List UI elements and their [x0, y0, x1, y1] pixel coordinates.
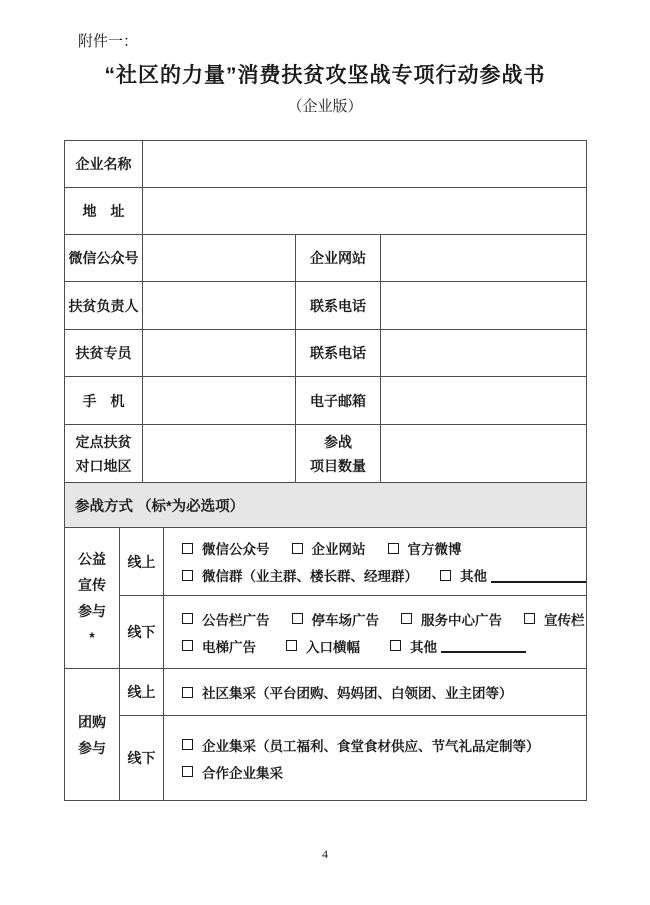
table-row — [65, 425, 587, 483]
online-mode-label: 线上 — [120, 669, 164, 716]
option-line — [182, 682, 586, 702]
targeted-region-label: 定点扶贫 对口地区 — [65, 425, 143, 483]
email-label: 电子邮箱 — [296, 377, 381, 425]
checkbox-option[interactable]: 入口横幅 — [286, 636, 360, 656]
table-row — [65, 528, 587, 596]
checkbox-option[interactable]: 社区集采（平台团购、妈妈团、白领团、业主团等） — [182, 682, 513, 702]
checkbox-option[interactable]: 服务中心广告 — [401, 609, 502, 629]
company-name-label: 企业名称 — [65, 141, 143, 188]
checkbox-icon[interactable] — [182, 543, 193, 554]
contact-phone-2-label: 联系电话 — [296, 330, 381, 377]
mobile-label: 手 机 — [65, 377, 143, 425]
project-count-label: 参战 项目数量 — [296, 425, 381, 483]
checkbox-icon[interactable] — [524, 613, 535, 624]
checkbox-option[interactable]: 微信公众号 — [182, 538, 270, 558]
other-blank-line[interactable] — [491, 568, 586, 583]
address-input-cell[interactable] — [143, 188, 587, 235]
offline-mode-label: 线下 — [120, 716, 164, 801]
checkbox-option[interactable]: 企业集采（员工福利、食堂食材供应、节气礼品定制等） — [182, 735, 540, 755]
info-table — [64, 140, 587, 528]
checkbox-option[interactable]: 电梯广告 — [182, 636, 256, 656]
section-header-row — [65, 483, 587, 528]
checkbox-icon[interactable] — [182, 570, 193, 581]
table-row — [65, 596, 587, 669]
poverty-relief-leader-label: 扶贫负责人 — [65, 282, 143, 330]
table-row — [65, 669, 587, 716]
table-row — [65, 377, 587, 425]
option-line — [182, 735, 586, 755]
page-title: “社区的力量”消费扶贫攻坚战专项行动参战书 — [104, 64, 546, 87]
checkbox-icon[interactable] — [390, 640, 401, 651]
table-row — [65, 235, 587, 282]
checkbox-icon[interactable] — [401, 613, 412, 624]
poverty-relief-specialist-input-cell[interactable] — [143, 330, 296, 377]
poverty-relief-leader-input-cell[interactable] — [143, 282, 296, 330]
group-buying-online-options — [164, 669, 587, 716]
checkbox-option[interactable]: 公告栏广告 — [182, 609, 270, 629]
wechat-account-input-cell[interactable] — [143, 235, 296, 282]
checkbox-option[interactable]: 停车场广告 — [292, 609, 380, 629]
public-welfare-category-label: 公益 宣传 参与 * — [65, 528, 120, 669]
checkbox-option[interactable]: 合作企业集采 — [182, 762, 283, 782]
contact-phone-input-cell[interactable] — [381, 282, 587, 330]
mobile-input-cell[interactable] — [143, 377, 296, 425]
company-name-input-cell[interactable] — [143, 141, 587, 188]
option-line — [182, 762, 586, 782]
checkbox-option-other[interactable]: 其他 — [390, 636, 526, 656]
checkbox-option[interactable]: 企业网站 — [292, 538, 366, 558]
checkbox-icon[interactable] — [182, 687, 193, 698]
option-line — [182, 609, 586, 629]
address-label: 地 址 — [65, 188, 143, 235]
checkbox-option-other[interactable]: 其他 — [440, 565, 586, 585]
other-blank-line[interactable] — [441, 638, 526, 653]
checkbox-option[interactable]: 宣传栏 — [524, 609, 585, 629]
company-website-label: 企业网站 — [296, 235, 381, 282]
checkbox-icon[interactable] — [440, 570, 451, 581]
contact-phone-label: 联系电话 — [296, 282, 381, 330]
poverty-relief-specialist-label: 扶贫专员 — [65, 330, 143, 377]
checkbox-icon[interactable] — [286, 640, 297, 651]
checkbox-icon[interactable] — [292, 613, 303, 624]
group-buying-offline-options — [164, 716, 587, 801]
public-welfare-offline-options — [164, 596, 587, 669]
group-buying-category-label: 团购 参与 — [65, 669, 120, 801]
wechat-account-label: 微信公众号 — [65, 235, 143, 282]
option-line — [182, 538, 586, 558]
online-mode-label: 线上 — [120, 528, 164, 596]
table-row — [65, 141, 587, 188]
checkbox-option[interactable]: 微信群（业主群、楼长群、经理群） — [182, 565, 418, 585]
participation-table — [64, 527, 587, 801]
table-row — [65, 330, 587, 377]
page-number: 4 — [322, 847, 328, 861]
checkbox-icon[interactable] — [182, 739, 193, 750]
option-line — [182, 636, 586, 656]
attachment-label: 附件一： — [78, 33, 139, 50]
contact-phone-2-input-cell[interactable] — [381, 330, 587, 377]
table-row — [65, 716, 587, 801]
page-subtitle: （企业版） — [287, 98, 363, 115]
checkbox-icon[interactable] — [182, 640, 193, 651]
project-count-input-cell[interactable] — [381, 425, 587, 483]
targeted-region-input-cell[interactable] — [143, 425, 296, 483]
checkbox-icon[interactable] — [292, 543, 303, 554]
table-row — [65, 282, 587, 330]
email-input-cell[interactable] — [381, 377, 587, 425]
company-website-input-cell[interactable] — [381, 235, 587, 282]
checkbox-icon[interactable] — [388, 543, 399, 554]
option-line — [182, 565, 586, 585]
checkbox-option[interactable]: 官方微博 — [388, 538, 462, 558]
table-row — [65, 188, 587, 235]
offline-mode-label: 线下 — [120, 596, 164, 669]
public-welfare-online-options — [164, 528, 587, 596]
participation-section-header: 参战方式 （标*为必选项） — [65, 483, 587, 528]
checkbox-icon[interactable] — [182, 766, 193, 777]
checkbox-icon[interactable] — [182, 613, 193, 624]
